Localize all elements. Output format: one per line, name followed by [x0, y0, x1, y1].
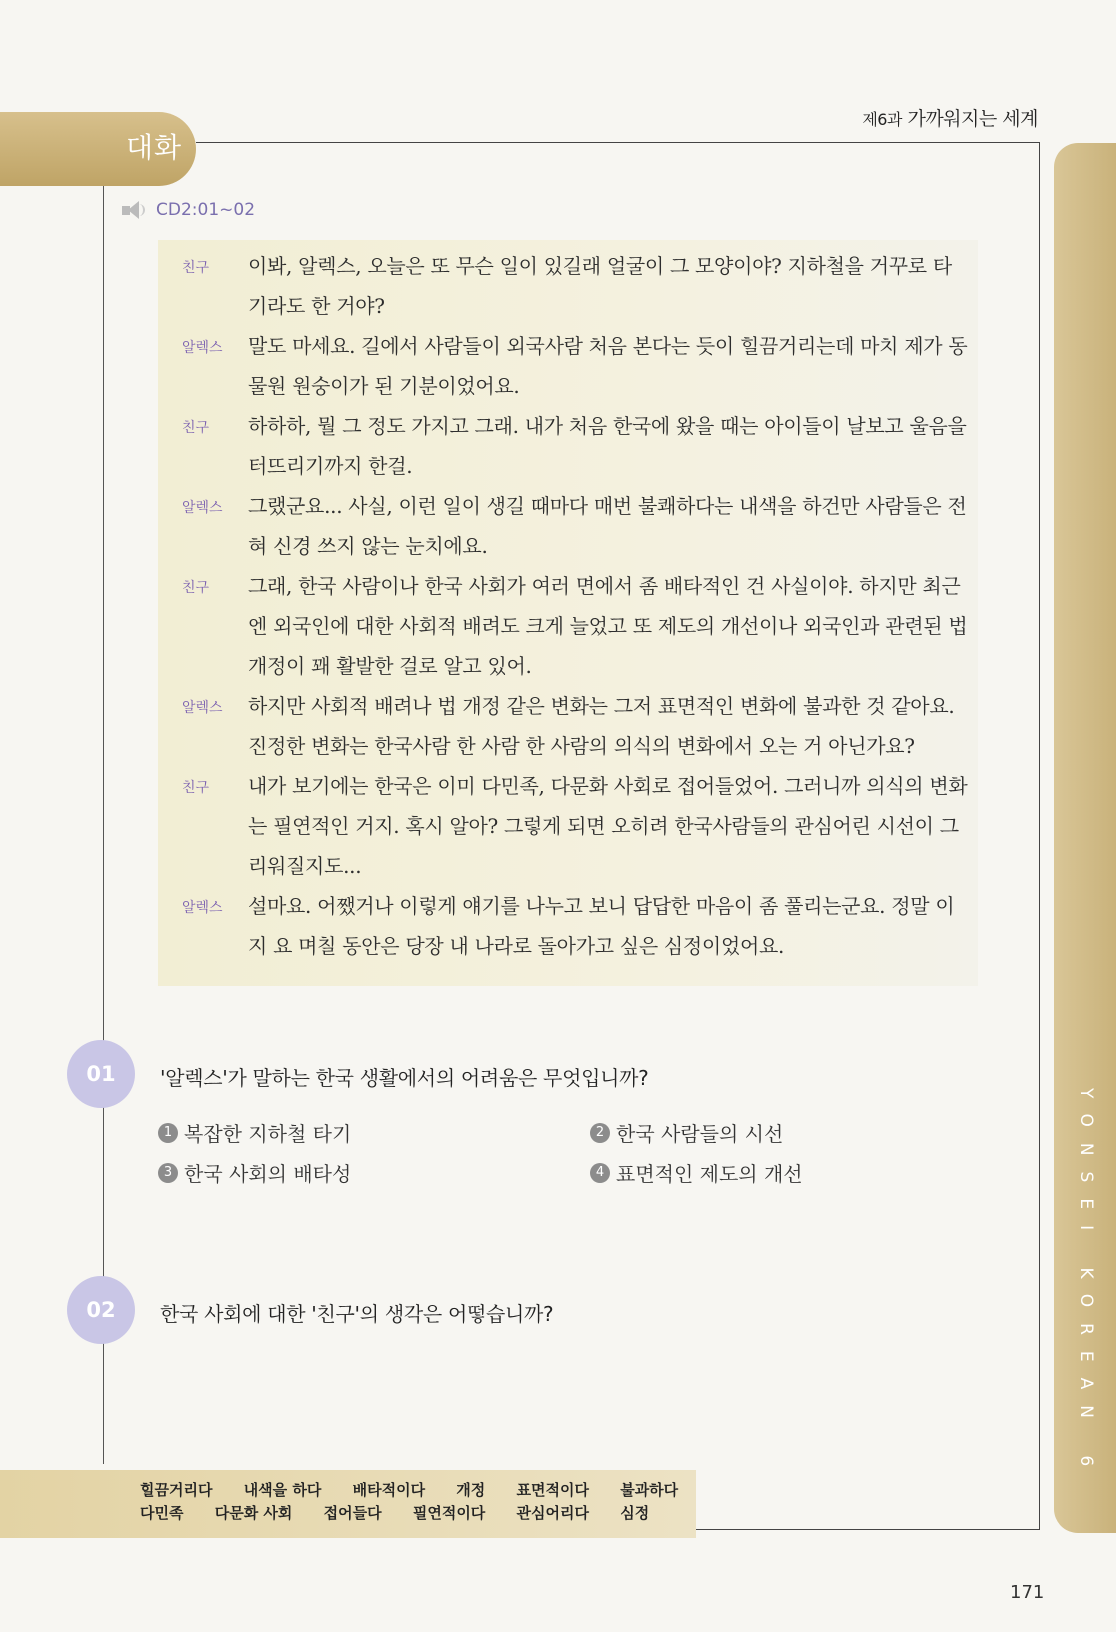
- side-strip: [1054, 143, 1116, 1533]
- question-number-badge: 02: [67, 1276, 135, 1344]
- dialogue-speaker: 친구: [182, 260, 210, 276]
- answer-option[interactable]: [590, 1118, 783, 1147]
- section-tab: [0, 112, 196, 186]
- answer-option[interactable]: [158, 1118, 351, 1147]
- dialogue-speaker: 친구: [182, 580, 210, 596]
- dialogue-text: 하지만 사회적 배려나 법 개정 같은 변화는 그저 표면적인 변화에 불과한 것 같아요. 진정한 변화는 한국사람 한 사람 한 사람의 의식의 변화에서 오는 거 아닌가요?: [248, 694, 955, 758]
- vocab-word: 표면적이다: [516, 1481, 589, 1499]
- frame-top-line: [196, 142, 1040, 143]
- vocab-word: 불과하다: [620, 1481, 679, 1499]
- option-text: 복잡한 지하철 타기: [184, 1122, 352, 1146]
- vocab-word: 다문화 사회: [214, 1504, 293, 1522]
- side-text: YONSEI KOREAN 6: [1076, 1088, 1096, 1483]
- option-number: 3: [158, 1163, 178, 1183]
- vocab-word: 힐끔거리다: [140, 1481, 213, 1499]
- answer-option[interactable]: [590, 1158, 803, 1187]
- vocab-word: 접어들다: [323, 1504, 382, 1522]
- dialogue-speaker: 친구: [182, 420, 210, 436]
- dialogue-text: 이봐, 알렉스, 오늘은 또 무슨 일이 있길래 얼굴이 그 모양이야? 지하철을 거꾸로 타기라도 한 거야?: [248, 254, 952, 318]
- frame-right-line: [1039, 142, 1040, 1530]
- question-text: 한국 사회에 대한 '친구'의 생각은 어떻습니까?: [160, 1302, 554, 1326]
- dialogue-speaker: 알렉스: [182, 340, 223, 356]
- dialogue-text: 하하하, 뭘 그 정도 가지고 그래. 내가 처음 한국에 왔을 때는 아이들이 날보고 울음을 터뜨리기까지 한걸.: [248, 414, 967, 478]
- frame-left-line: [103, 186, 104, 1464]
- vocab-word: 내색을 하다: [243, 1481, 322, 1499]
- page-number: 171: [1010, 1582, 1045, 1603]
- chapter-number: 제6과: [862, 110, 902, 129]
- dialogue-speaker: 친구: [182, 780, 210, 796]
- dialogue-text: 그랬군요... 사실, 이런 일이 생길 때마다 매번 불쾌하다는 내색을 하건만 사람들은 전혀 신경 쓰지 않는 눈치에요.: [248, 494, 967, 558]
- vocab-word: 개정: [456, 1481, 486, 1499]
- vocab-row: [140, 1479, 704, 1500]
- dialogue-speaker: 알렉스: [182, 500, 223, 516]
- section-tab-label: 대화: [126, 131, 183, 164]
- answer-option[interactable]: [158, 1158, 351, 1187]
- question-number-badge: 01: [67, 1040, 135, 1108]
- dialogue-speaker: 알렉스: [182, 700, 223, 716]
- option-number: 2: [590, 1123, 610, 1143]
- option-text: 한국 사람들의 시선: [616, 1122, 784, 1146]
- cd-track[interactable]: [122, 200, 255, 220]
- vocab-word: 관심어리다: [516, 1504, 589, 1522]
- dialogue-panel: [158, 240, 978, 986]
- chapter-header: [862, 104, 1038, 131]
- option-number: 1: [158, 1123, 178, 1143]
- dialogue-text: 그래, 한국 사람이나 한국 사회가 여러 면에서 좀 배타적인 건 사실이야. 하지만 최근엔 외국인에 대한 사회적 배려도 크게 늘었고 또 제도의 개선이나 외국인과 관련된 법 개정이 꽤 활발한 걸로 알고 있어.: [248, 574, 968, 678]
- chapter-title: 가까워지는 세계: [907, 108, 1038, 130]
- option-text: 한국 사회의 배타성: [184, 1162, 352, 1186]
- vocab-word: 필연적이다: [412, 1504, 486, 1522]
- dialogue-text: 내가 보기에는 한국은 이미 다민족, 다문화 사회로 접어들었어. 그러니까 의식의 변화는 필연적인 거지. 혹시 알아? 그렇게 되면 오히려 한국사람들의 관심어린 시선이 그리워질지도...: [248, 774, 968, 878]
- vocab-word: 다민족: [140, 1504, 184, 1522]
- vocabulary-box: [0, 1470, 696, 1538]
- option-number: 4: [590, 1163, 610, 1183]
- cd-label: CD2:01~02: [156, 200, 256, 220]
- vocab-word: 배타적이다: [352, 1481, 426, 1499]
- vocab-row: [140, 1502, 675, 1523]
- vocab-word: 심정: [620, 1504, 650, 1522]
- dialogue-speaker: 알렉스: [182, 900, 223, 916]
- option-text: 표면적인 제도의 개선: [616, 1162, 803, 1186]
- dialogue-text: 말도 마세요. 길에서 사람들이 외국사람 처음 본다는 듯이 힐끔거리는데 마치 제가 동물원 원숭이가 된 기분이었어요.: [248, 334, 968, 398]
- dialogue-text: 설마요. 어쨌거나 이렇게 얘기를 나누고 보니 답답한 마음이 좀 풀리는군요. 정말 이지 요 며칠 동안은 당장 내 나라로 돌아가고 싶은 심정이었어요.: [248, 894, 955, 958]
- speaker-icon[interactable]: [122, 201, 144, 219]
- question-text: '알렉스'가 말하는 한국 생활에서의 어려움은 무엇입니까?: [160, 1066, 649, 1090]
